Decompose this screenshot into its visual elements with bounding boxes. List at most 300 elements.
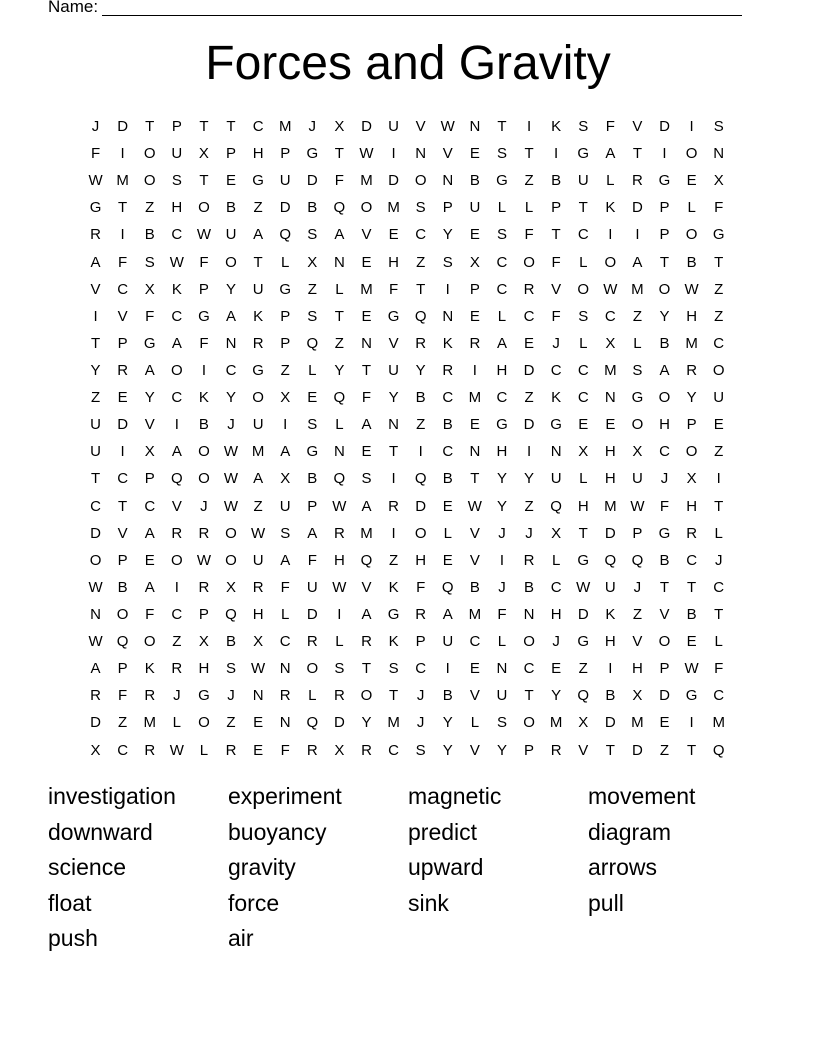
grid-letter: E: [307, 389, 318, 407]
grid-letter: U: [632, 470, 643, 488]
grid-letter: D: [632, 741, 643, 759]
grid-letter: I: [445, 660, 450, 678]
grid-letter: Q: [170, 470, 183, 488]
grid-letter: F: [497, 605, 507, 623]
grid-letter: Z: [334, 334, 344, 352]
grid-letter: D: [306, 605, 318, 623]
grid-letter: H: [659, 416, 670, 434]
grid-letter: R: [333, 687, 345, 705]
grid-letter: F: [145, 307, 155, 325]
word-bank-item: sink: [408, 889, 449, 916]
grid-letter: T: [714, 253, 724, 271]
grid-letter: R: [198, 524, 210, 542]
grid-letter: X: [713, 172, 724, 190]
grid-letter: C: [713, 687, 725, 705]
grid-letter: A: [442, 605, 453, 623]
grid-letter: X: [551, 524, 562, 542]
grid-letter: D: [632, 199, 643, 217]
grid-letter: O: [252, 389, 264, 407]
grid-letter: F: [524, 226, 534, 244]
grid-letter: M: [604, 361, 617, 379]
grid-letter: M: [278, 118, 292, 135]
grid-letter: S: [307, 307, 318, 325]
grid-letter: M: [360, 280, 373, 298]
grid-letter: K: [551, 118, 562, 135]
grid-letter: C: [550, 578, 562, 596]
grid-letter: W: [196, 551, 211, 569]
grid-letter: I: [120, 226, 125, 244]
grid-letter: O: [143, 145, 156, 163]
grid-letter: C: [144, 497, 156, 515]
grid-letter: I: [391, 470, 396, 488]
grid-letter: I: [526, 443, 532, 461]
grid-letter: Y: [496, 470, 507, 488]
grid-letter: S: [415, 741, 426, 759]
grid-letter: B: [686, 605, 697, 623]
grid-letter: E: [442, 551, 453, 569]
grid-letter: E: [578, 416, 589, 434]
grid-letter: R: [469, 334, 481, 352]
grid-letter: G: [279, 280, 292, 298]
grid-letter: P: [198, 605, 209, 623]
grid-letter: R: [198, 578, 210, 596]
grid-letter: V: [659, 605, 670, 623]
grid-letter: A: [280, 443, 291, 461]
grid-letter: O: [198, 470, 210, 488]
grid-letter: Z: [714, 443, 724, 461]
grid-letter: L: [497, 307, 507, 325]
grid-letter: S: [442, 253, 453, 271]
grid-letter: E: [686, 172, 697, 190]
grid-letter: D: [361, 118, 372, 135]
grid-letter: G: [631, 389, 644, 407]
grid-letter: C: [496, 280, 508, 298]
grid-letter: U: [388, 361, 399, 379]
grid-letter: E: [686, 633, 697, 651]
grid-letter: T: [687, 741, 697, 759]
grid-letter: S: [496, 226, 507, 244]
grid-letter: V: [632, 118, 643, 135]
grid-letter: Q: [333, 470, 346, 488]
grid-letter: P: [551, 199, 562, 217]
grid-letter: V: [117, 307, 128, 325]
grid-letter: M: [360, 172, 373, 190]
grid-letter: Z: [524, 497, 534, 515]
grid-letter: R: [252, 334, 264, 352]
grid-letter: I: [283, 416, 288, 434]
grid-letter: T: [199, 172, 209, 190]
grid-letter: E: [469, 660, 480, 678]
grid-letter: T: [632, 145, 642, 163]
grid-letter: C: [577, 361, 589, 379]
grid-letter: Y: [226, 280, 237, 298]
grid-letter: Z: [659, 741, 670, 759]
grid-letter: S: [496, 145, 507, 163]
grid-letter: J: [498, 524, 506, 542]
grid-letter: S: [632, 361, 643, 379]
grid-letter: I: [472, 361, 477, 379]
grid-letter: I: [174, 578, 179, 596]
grid-letter: O: [685, 226, 698, 244]
grid-letter: X: [578, 443, 589, 461]
grid-letter: C: [523, 660, 535, 678]
grid-letter: F: [551, 253, 561, 271]
grid-letter: Z: [416, 416, 426, 434]
grid-letter: U: [252, 416, 264, 434]
word-bank-item: force: [228, 889, 280, 916]
grid-letter: H: [252, 605, 264, 623]
grid-letter: R: [550, 741, 562, 759]
grid-letter: P: [307, 497, 318, 515]
grid-letter: L: [308, 687, 317, 705]
word-bank-item: movement: [588, 783, 696, 809]
grid-letter: P: [659, 199, 670, 217]
grid-letter: L: [281, 605, 290, 623]
grid-letter: F: [90, 145, 101, 163]
grid-letter: F: [145, 605, 155, 623]
grid-letter: H: [415, 551, 427, 569]
grid-letter: J: [308, 118, 317, 135]
grid-letter: X: [226, 578, 237, 596]
grid-letter: W: [88, 172, 103, 190]
grid-letter: R: [306, 741, 318, 759]
grid-letter: R: [388, 497, 399, 515]
grid-letter: N: [469, 118, 481, 135]
grid-letter: M: [360, 524, 373, 542]
grid-letter: P: [442, 199, 453, 217]
grid-letter: Y: [496, 497, 507, 515]
grid-letter: L: [497, 633, 507, 651]
grid-letter: O: [198, 714, 210, 732]
grid-letter: Y: [415, 361, 426, 379]
grid-letter: S: [388, 660, 399, 678]
grid-letter: O: [225, 551, 237, 569]
grid-letter: F: [307, 551, 317, 569]
grid-letter: U: [252, 551, 264, 569]
grid-letter: T: [226, 118, 236, 135]
grid-letter: O: [198, 443, 210, 461]
grid-letter: E: [144, 551, 155, 569]
grid-letter: O: [658, 633, 671, 651]
grid-letter: N: [90, 605, 101, 623]
grid-letter: S: [496, 714, 507, 732]
grid-letter: D: [523, 361, 535, 379]
grid-letter: E: [361, 443, 372, 461]
grid-letter: D: [279, 199, 291, 217]
grid-letter: V: [632, 633, 643, 651]
grid-letter: W: [440, 118, 455, 135]
grid-letter: H: [604, 633, 616, 651]
grid-letter: W: [223, 470, 239, 488]
grid-letter: P: [469, 280, 480, 298]
grid-letter: K: [388, 633, 399, 651]
grid-letter: S: [361, 470, 372, 488]
grid-letter: Z: [578, 660, 588, 678]
word-bank-item: diagram: [588, 818, 672, 845]
grid-letter: Q: [306, 714, 319, 732]
grid-letter: T: [388, 443, 399, 461]
grid-letter: E: [469, 145, 480, 163]
grid-letter: O: [658, 280, 671, 298]
grid-letter: B: [307, 199, 318, 217]
grid-letter: V: [469, 524, 480, 542]
grid-letter: K: [198, 389, 209, 407]
grid-letter: A: [334, 226, 345, 244]
grid-letter: E: [659, 714, 670, 732]
grid-letter: J: [416, 714, 425, 732]
grid-letter: H: [252, 145, 264, 163]
grid-letter: O: [685, 443, 698, 461]
grid-letter: A: [280, 551, 291, 569]
grid-letter: C: [469, 633, 481, 651]
grid-letter: S: [280, 524, 291, 542]
grid-letter: L: [551, 551, 561, 569]
grid-letter: E: [713, 416, 724, 434]
grid-letter: F: [280, 741, 290, 759]
grid-letter: U: [279, 172, 291, 190]
grid-letter: K: [605, 199, 616, 217]
grid-letter: N: [333, 443, 345, 461]
grid-letter: M: [116, 172, 129, 190]
word-bank-item: magnetic: [408, 783, 502, 809]
grid-letter: T: [470, 470, 480, 488]
grid-letter: N: [442, 172, 454, 190]
grid-letter: L: [524, 199, 534, 217]
grid-letter: I: [608, 660, 613, 678]
grid-letter: Y: [442, 714, 453, 732]
grid-letter: O: [658, 389, 671, 407]
grid-letter: C: [442, 443, 454, 461]
grid-letter: C: [252, 118, 264, 135]
grid-letter: B: [442, 416, 453, 434]
grid-letter: T: [497, 118, 507, 135]
grid-letter: W: [196, 226, 211, 244]
grid-letter: A: [361, 416, 372, 434]
grid-letter: K: [144, 660, 155, 678]
grid-letter: M: [631, 280, 644, 298]
grid-letter: G: [306, 443, 319, 461]
grid-letter: L: [172, 714, 181, 732]
grid-letter: R: [333, 524, 345, 542]
grid-letter: W: [251, 524, 266, 542]
grid-letter: P: [117, 660, 128, 678]
grid-letter: B: [469, 578, 480, 596]
grid-letter: P: [280, 145, 291, 163]
grid-letter: Z: [714, 307, 724, 325]
grid-letter: V: [144, 416, 155, 434]
grid-letter: C: [117, 741, 129, 759]
grid-letter: T: [90, 334, 101, 352]
grid-letter: J: [552, 633, 560, 651]
grid-letter: O: [89, 551, 102, 569]
grid-letter: V: [171, 497, 182, 515]
grid-letter: L: [579, 470, 588, 488]
grid-letter: I: [499, 551, 505, 569]
grid-letter: A: [496, 334, 507, 352]
grid-letter: X: [334, 118, 345, 135]
grid-letter: D: [604, 524, 616, 542]
grid-letter: Q: [414, 307, 427, 325]
grid-letter: P: [144, 470, 155, 488]
grid-letter: T: [578, 524, 588, 542]
grid-letter: H: [577, 497, 589, 515]
word-bank-item: science: [48, 854, 126, 880]
word-bank: [48, 779, 768, 957]
grid-letter: W: [576, 578, 591, 596]
grid-letter: U: [496, 687, 508, 705]
grid-letter: G: [198, 687, 210, 705]
grid-letter: R: [442, 361, 454, 379]
grid-letter: M: [712, 714, 725, 732]
grid-letter: N: [361, 334, 372, 352]
grid-letter: B: [524, 578, 535, 596]
grid-letter: J: [173, 687, 181, 705]
grid-letter: B: [469, 172, 480, 190]
grid-letter: L: [687, 199, 696, 217]
grid-letter: B: [551, 172, 562, 190]
grid-letter: Z: [253, 199, 263, 217]
grid-letter: C: [388, 741, 399, 759]
grid-letter: D: [306, 172, 318, 190]
grid-letter: U: [225, 226, 237, 244]
grid-letter: W: [467, 497, 482, 515]
grid-letter: F: [199, 253, 209, 271]
grid-letter: V: [361, 226, 372, 244]
grid-letter: W: [332, 578, 347, 596]
grid-letter: A: [226, 307, 237, 325]
grid-letter: O: [225, 253, 237, 271]
grid-letter: P: [632, 524, 643, 542]
grid-letter: C: [604, 307, 616, 325]
grid-letter: C: [550, 361, 562, 379]
grid-letter: J: [525, 524, 533, 542]
grid-letter: I: [201, 361, 206, 379]
grid-letter: C: [117, 280, 129, 298]
grid-letter: S: [713, 118, 724, 135]
grid-letter: G: [306, 145, 319, 163]
grid-letter: O: [631, 416, 644, 434]
grid-letter: Q: [631, 551, 644, 569]
grid-letter: D: [659, 687, 670, 705]
grid-letter: W: [88, 633, 103, 651]
grid-letter: G: [712, 226, 725, 244]
grid-letter: I: [391, 524, 396, 542]
grid-letter: P: [659, 226, 670, 244]
grid-letter: L: [606, 172, 615, 190]
grid-letter: G: [387, 605, 400, 623]
grid-letter: B: [659, 551, 670, 569]
grid-letter: Z: [714, 280, 724, 298]
grid-letter: C: [686, 551, 698, 569]
grid-letter: F: [361, 389, 372, 407]
grid-letter: S: [415, 199, 426, 217]
grid-letter: W: [332, 497, 347, 515]
grid-letter: Z: [632, 307, 642, 325]
word-bank-item: investigation: [48, 783, 176, 809]
grid-letter: W: [603, 280, 618, 298]
grid-letter: I: [418, 443, 423, 461]
grid-letter: Z: [145, 199, 155, 217]
grid-letter: H: [496, 361, 508, 379]
grid-letter: B: [686, 253, 697, 271]
grid-letter: X: [90, 741, 101, 759]
grid-letter: O: [523, 714, 535, 732]
grid-letter: E: [605, 416, 616, 434]
grid-letter: W: [684, 280, 699, 298]
grid-letter: N: [279, 660, 291, 678]
grid-letter: A: [361, 605, 372, 623]
grid-letter: O: [360, 199, 373, 217]
grid-letter: Q: [577, 687, 590, 705]
grid-letter: E: [388, 226, 399, 244]
grid-letter: Q: [225, 605, 237, 623]
grid-letter: O: [116, 605, 129, 623]
word-bank-item: pull: [588, 889, 624, 916]
grid-letter: J: [416, 687, 425, 705]
grid-letter: O: [143, 172, 156, 190]
grid-letter: T: [714, 605, 724, 623]
grid-letter: J: [552, 334, 560, 352]
grid-letter: H: [604, 470, 616, 488]
grid-letter: L: [633, 334, 642, 352]
grid-letter: X: [578, 714, 589, 732]
grid-letter: R: [171, 524, 183, 542]
grid-letter: J: [227, 416, 235, 434]
letter-grid: [82, 113, 732, 764]
grid-letter: Z: [524, 172, 534, 190]
grid-letter: X: [307, 253, 318, 271]
grid-letter: N: [225, 334, 237, 352]
grid-letter: F: [118, 253, 128, 271]
grid-letter: R: [279, 687, 291, 705]
grid-letter: C: [171, 307, 183, 325]
grid-letter: Q: [279, 226, 292, 244]
grid-letter: C: [171, 605, 183, 623]
grid-letter: Z: [388, 551, 399, 569]
grid-letter: D: [117, 416, 129, 434]
grid-letter: A: [307, 524, 318, 542]
grid-letter: U: [713, 389, 725, 407]
grid-letter: O: [306, 660, 319, 678]
grid-letter: M: [143, 714, 156, 732]
grid-letter: R: [144, 687, 156, 705]
grid-letter: O: [577, 280, 590, 298]
grid-letter: D: [117, 118, 129, 135]
grid-letter: L: [335, 416, 344, 434]
grid-letter: O: [170, 551, 183, 569]
grid-letter: O: [523, 633, 535, 651]
grid-letter: R: [90, 687, 101, 705]
grid-letter: Q: [333, 199, 346, 217]
grid-letter: D: [90, 714, 101, 732]
grid-letter: S: [307, 416, 318, 434]
grid-letter: B: [226, 633, 237, 651]
grid-letter: X: [280, 389, 291, 407]
grid-letter: C: [415, 226, 427, 244]
grid-letter: B: [415, 389, 426, 407]
grid-letter: F: [416, 578, 426, 596]
grid-letter: U: [90, 443, 101, 461]
grid-letter: H: [632, 660, 643, 678]
grid-letter: X: [605, 334, 616, 352]
grid-letter: U: [388, 118, 399, 135]
grid-letter: M: [387, 199, 400, 217]
grid-letter: V: [469, 687, 480, 705]
grid-letter: E: [524, 334, 535, 352]
grid-letter: T: [551, 226, 561, 244]
grid-letter: S: [226, 660, 237, 678]
grid-letter: Q: [712, 741, 725, 759]
